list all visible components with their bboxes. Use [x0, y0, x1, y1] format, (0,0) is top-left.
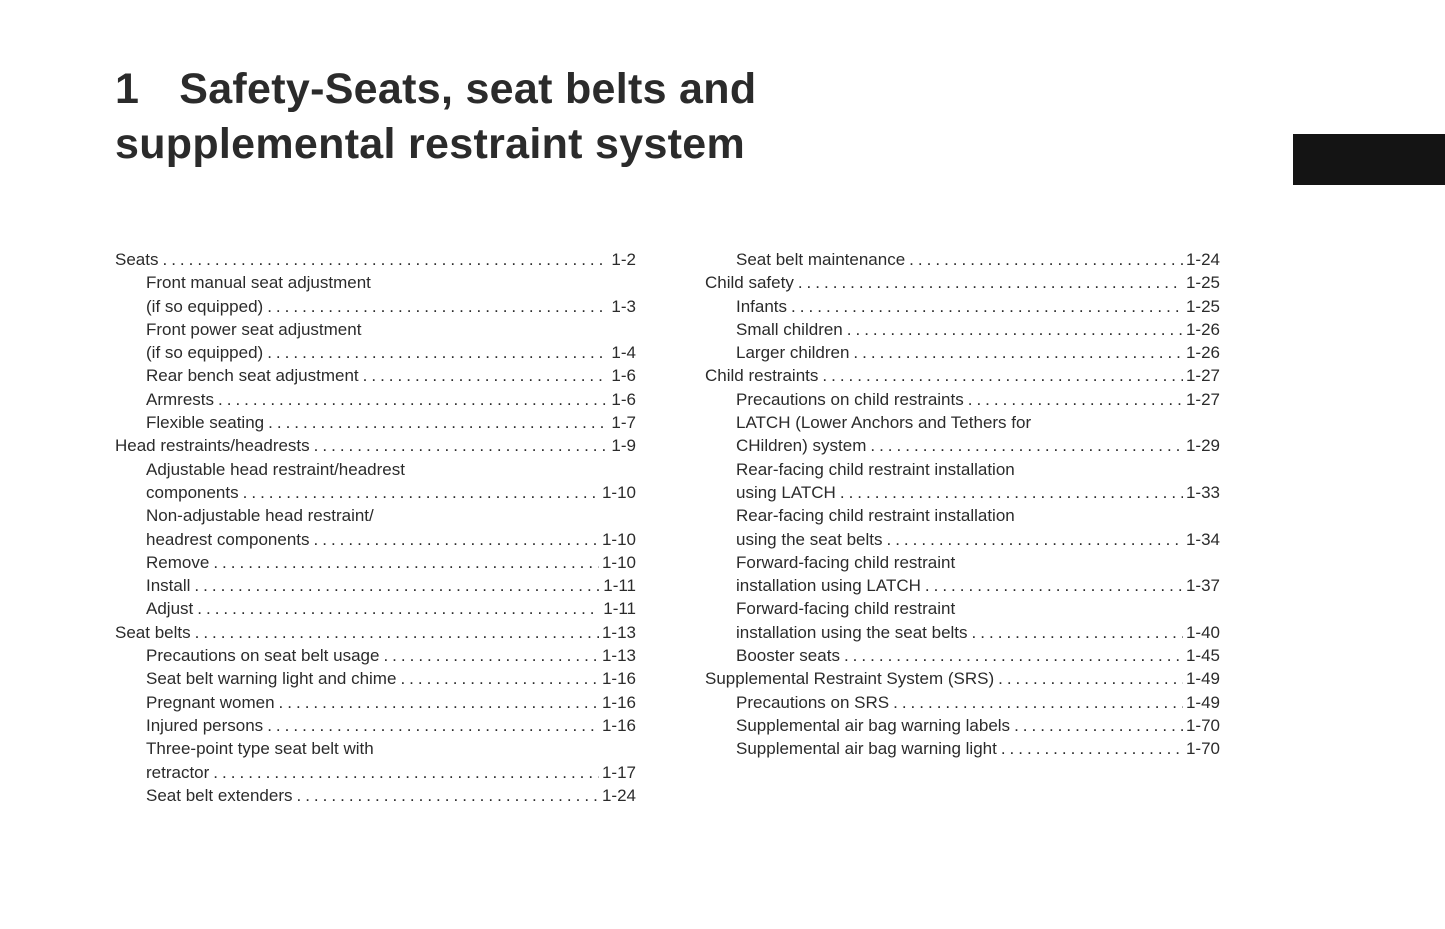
toc-entry-label: Install — [146, 576, 191, 596]
toc-entry-label: Forward-facing child restraint — [736, 599, 956, 619]
toc-entry-line — [705, 411, 1220, 434]
dot-leader — [279, 691, 599, 714]
toc-entry-line — [705, 341, 1220, 364]
toc-entry-label: Adjust — [146, 599, 194, 619]
dot-leader — [1001, 737, 1183, 760]
dot-leader — [267, 714, 599, 737]
toc-entry-label: (if so equipped) — [146, 343, 264, 363]
toc-entry-page: 1-7 — [611, 413, 636, 433]
toc-entry-page: 1-3 — [611, 296, 636, 316]
toc-entry-line — [115, 434, 636, 457]
toc-column-right — [705, 248, 1220, 761]
toc-entry-label: LATCH (Lower Anchors and Tethers for — [736, 413, 1032, 433]
toc-entry-label: (if so equipped) — [146, 296, 264, 316]
dot-leader — [213, 761, 599, 784]
toc-entry-line — [115, 784, 636, 807]
dot-leader — [194, 574, 600, 597]
toc-entry-line — [115, 644, 636, 667]
dot-leader — [853, 341, 1183, 364]
dot-leader — [363, 364, 609, 387]
toc-entry-label: Rear bench seat adjustment — [146, 366, 359, 386]
dot-leader — [840, 481, 1183, 504]
toc-entry-label: Child restraints — [705, 366, 819, 386]
toc-entry-label: headrest components — [146, 529, 310, 549]
dot-leader — [886, 528, 1182, 551]
toc-entry-page: 1-17 — [601, 762, 636, 782]
dot-leader — [383, 644, 599, 667]
toc-entry-line — [705, 667, 1220, 690]
toc-entry-label: Booster seats — [736, 646, 840, 666]
toc-entry-page: 1-4 — [611, 343, 636, 363]
toc-entry-label: Small children — [736, 319, 843, 339]
toc-entry-label: Precautions on child restraints — [736, 389, 964, 409]
dot-leader — [870, 434, 1183, 457]
toc-entry-line — [115, 528, 636, 551]
dot-leader — [791, 295, 1183, 318]
toc-entry-label: Front manual seat adjustment — [146, 273, 371, 293]
toc-entry-label: Seat belts — [115, 622, 191, 642]
toc-entry-page: 1-70 — [1185, 715, 1220, 735]
dot-leader — [909, 248, 1183, 271]
toc-entry-label: Seat belt maintenance — [736, 250, 906, 269]
toc-entry-label: Seat belt extenders — [146, 785, 293, 805]
toc-entry-line — [115, 691, 636, 714]
page-title-line1 — [115, 62, 756, 117]
toc-entry-label: Supplemental air bag warning labels — [736, 715, 1011, 735]
toc-entry-page: 1-27 — [1185, 389, 1220, 409]
toc-entry-label: components — [146, 482, 239, 502]
dot-leader — [162, 248, 608, 271]
toc-entry-page: 1-16 — [601, 692, 636, 712]
toc-entry-line — [115, 761, 636, 784]
toc-entry-page: 1-26 — [1185, 343, 1220, 363]
toc-entry-line — [705, 551, 1220, 574]
dot-leader — [400, 667, 599, 690]
toc-entry-line — [705, 644, 1220, 667]
toc-entry-label: Infants — [736, 296, 788, 316]
toc-entry-line — [705, 295, 1220, 318]
dot-leader — [213, 551, 599, 574]
toc-entry-page: 1-11 — [603, 599, 636, 619]
dot-leader — [296, 784, 598, 807]
toc-entry-label: Precautions on seat belt usage — [146, 646, 380, 666]
dot-leader — [314, 434, 609, 457]
toc-entry-page: 1-37 — [1185, 576, 1220, 596]
toc-entry-line — [115, 364, 636, 387]
toc-entry-line — [705, 481, 1220, 504]
toc-entry-line — [115, 737, 636, 760]
toc-entry-line — [705, 388, 1220, 411]
toc-entry-page: 1-29 — [1185, 436, 1220, 456]
dot-leader — [822, 364, 1183, 387]
toc-entry-page: 1-25 — [1185, 273, 1220, 293]
toc-entry-line — [705, 574, 1220, 597]
toc-entry-label: Adjustable head restraint/headrest — [146, 459, 405, 479]
toc-entry-page: 1-70 — [1185, 739, 1220, 759]
toc-entry-line — [115, 411, 636, 434]
chapter-edge-tab — [1293, 134, 1445, 185]
toc-entry-label: Non-adjustable head restraint/ — [146, 506, 374, 526]
toc-entry-label: Three-point type seat belt with — [146, 739, 374, 759]
dot-leader — [267, 295, 608, 318]
toc-entry-label: Seats — [115, 250, 159, 269]
toc-entry-line — [705, 528, 1220, 551]
toc-entry-label: Remove — [146, 552, 210, 572]
toc-entry-label: Supplemental air bag warning light — [736, 739, 997, 759]
toc-entry-label: using the seat belts — [736, 529, 883, 549]
dot-leader — [968, 388, 1183, 411]
toc-entry-line — [115, 574, 636, 597]
toc-entry-page: 1-24 — [1185, 250, 1220, 269]
toc-entry-line — [115, 271, 636, 294]
toc-entry-line — [115, 481, 636, 504]
dot-leader — [197, 597, 600, 620]
toc-entry-page: 1-40 — [1185, 622, 1220, 642]
toc-entry-page: 1-45 — [1185, 646, 1220, 666]
toc-entry-page: 1-11 — [603, 576, 636, 596]
toc-entry-line — [705, 434, 1220, 457]
toc-entry-line — [115, 295, 636, 318]
toc-entry-line — [115, 597, 636, 620]
toc-entry-label: Seat belt warning light and chime — [146, 669, 397, 689]
toc-entry-line — [705, 248, 1220, 271]
toc-entry-line — [115, 714, 636, 737]
toc-entry-line — [705, 597, 1220, 620]
dot-leader — [195, 621, 599, 644]
dot-leader — [998, 667, 1183, 690]
toc-entry-line — [705, 458, 1220, 481]
toc-entry-label: Precautions on SRS — [736, 692, 890, 712]
toc-entry-line — [705, 737, 1220, 760]
toc-entry-line — [705, 691, 1220, 714]
dot-leader — [847, 318, 1183, 341]
dot-leader — [925, 574, 1183, 597]
toc-entry-page: 1-10 — [601, 529, 636, 549]
toc-entry-page: 1-13 — [601, 646, 636, 666]
toc-entry-line — [115, 621, 636, 644]
toc-entry-line — [115, 248, 636, 271]
chapter-number: 1 — [115, 65, 140, 113]
toc-entry-label: Larger children — [736, 343, 850, 363]
toc-entry-page: 1-27 — [1185, 366, 1220, 386]
page-title — [115, 62, 756, 172]
dot-leader — [972, 621, 1183, 644]
toc-entry-page: 1-16 — [601, 715, 636, 735]
toc-entry-page: 1-24 — [601, 785, 636, 805]
toc-entry-page: 1-49 — [1185, 669, 1220, 689]
toc-entry-page: 1-34 — [1185, 529, 1220, 549]
toc-column-left — [115, 248, 636, 807]
dot-leader — [243, 481, 599, 504]
toc-entry-page: 1-25 — [1185, 296, 1220, 316]
toc-entry-label: Rear-facing child restraint installation — [736, 506, 1015, 526]
toc-entry-line — [115, 504, 636, 527]
toc-entry-line — [705, 504, 1220, 527]
toc-entry-line — [705, 364, 1220, 387]
dot-leader — [893, 691, 1183, 714]
toc-entry-page: 1-26 — [1185, 319, 1220, 339]
toc-entry-page: 1-2 — [611, 250, 636, 269]
toc-entry-page: 1-33 — [1185, 482, 1220, 502]
toc-entry-label: Head restraints/headrests — [115, 436, 310, 456]
toc-entry-line — [705, 271, 1220, 294]
dot-leader — [268, 411, 608, 434]
toc-entry-page: 1-10 — [601, 482, 636, 502]
toc-entry-label: Pregnant women — [146, 692, 275, 712]
dot-leader — [314, 528, 599, 551]
dot-leader — [218, 388, 608, 411]
toc-entry-label: Flexible seating — [146, 413, 265, 433]
dot-leader — [1014, 714, 1183, 737]
toc-entry-line — [705, 621, 1220, 644]
toc-entry-page: 1-6 — [611, 366, 636, 386]
toc-entry-page: 1-9 — [611, 436, 636, 456]
toc-entry-label: Armrests — [146, 389, 214, 409]
dot-leader — [844, 644, 1183, 667]
toc-entry-label: Child safety — [705, 273, 794, 293]
toc-entry-page: 1-16 — [601, 669, 636, 689]
dot-leader — [267, 341, 608, 364]
toc-entry-label: CHildren) system — [736, 436, 867, 456]
toc-entry-page: 1-6 — [611, 389, 636, 409]
toc-entry-label: installation using the seat belts — [736, 622, 968, 642]
toc-entry-line — [115, 551, 636, 574]
toc-entry-label: Forward-facing child restraint — [736, 552, 956, 572]
toc-entry-line — [115, 341, 636, 364]
toc-entry-line — [115, 458, 636, 481]
page-title-line2: supplemental restraint system — [115, 120, 746, 168]
toc-entry-line — [705, 318, 1220, 341]
toc-entry-label: Front power seat adjustment — [146, 319, 362, 339]
toc-entry-line — [705, 714, 1220, 737]
toc-entry-label: retractor — [146, 762, 210, 782]
toc-entry-label: using LATCH — [736, 482, 836, 502]
toc-entry-line — [115, 667, 636, 690]
toc-entry-line — [115, 388, 636, 411]
toc-entry-line — [115, 318, 636, 341]
chapter-title-text: Safety-Seats, seat belts and — [179, 65, 757, 113]
toc-entry-label: Supplemental Restraint System (SRS) — [705, 669, 995, 689]
toc-entry-page: 1-10 — [601, 552, 636, 572]
toc-entry-label: installation using LATCH — [736, 576, 921, 596]
toc-entry-label: Rear-facing child restraint installation — [736, 459, 1015, 479]
dot-leader — [798, 271, 1183, 294]
toc-entry-label: Injured persons — [146, 715, 264, 735]
toc-entry-page: 1-13 — [601, 622, 636, 642]
toc-entry-page: 1-49 — [1185, 692, 1220, 712]
